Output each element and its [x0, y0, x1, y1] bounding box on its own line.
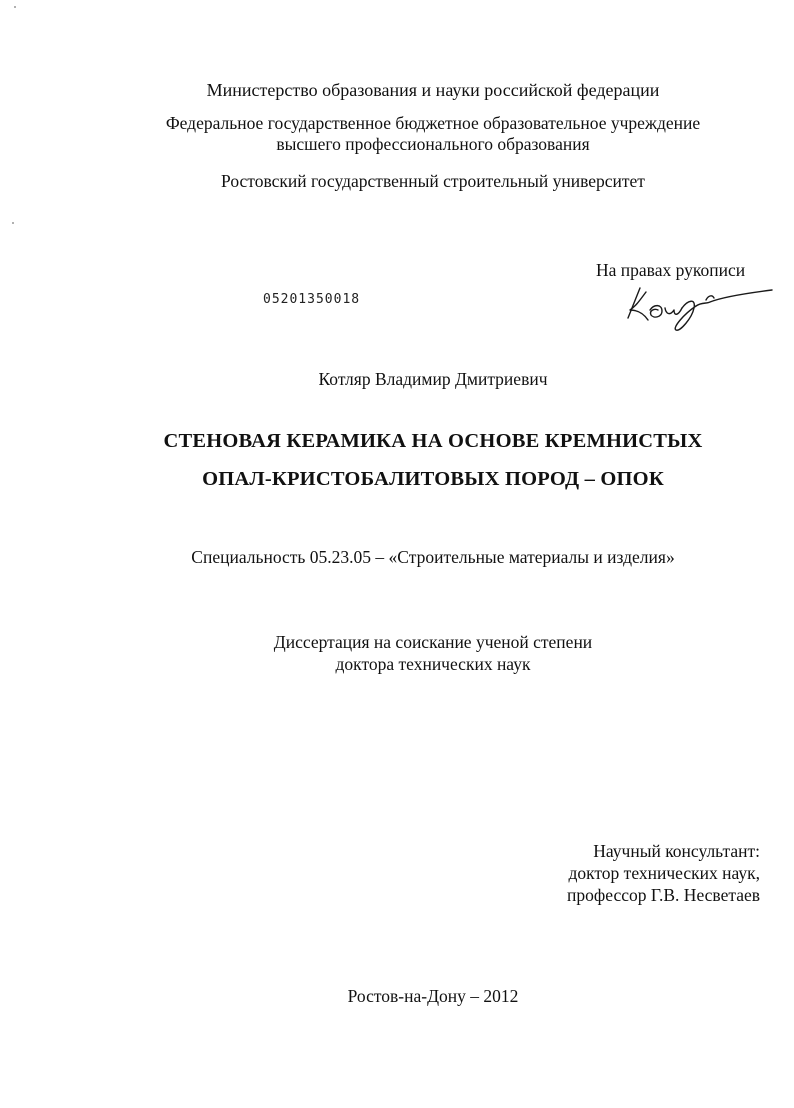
consultant-label: Научный консультант:	[593, 841, 760, 861]
consultant-name: профессор Г.В. Несветаев	[567, 885, 760, 905]
university-name: Ростовский государственный строительный университет	[221, 171, 645, 191]
city-year: Ростов-на-Дону – 2012	[347, 986, 519, 1006]
title-line-1: СТЕНОВАЯ КЕРАМИКА НА ОСНОВЕ КРЕМНИСТЫХ	[163, 430, 703, 452]
rights-note: На правах рукописи	[596, 260, 746, 280]
scan-speck	[14, 6, 16, 8]
handwritten-signature	[610, 270, 780, 340]
institution-line-1: Федеральное государственное бюджетное образовательное учреждение	[165, 113, 701, 133]
author-name: Котляр Владимир Дмитриевич	[318, 369, 548, 389]
institution-line-2: высшего профессионального образования	[276, 134, 590, 154]
specialty: Специальность 05.23.05 – «Строительные материалы и изделия»	[191, 547, 675, 567]
consultant-degree: доктор технических наук,	[568, 863, 760, 883]
ministry-heading: Министерство образования и науки российской федерации	[206, 80, 660, 100]
document-code: 05201350018	[263, 292, 361, 307]
dissertation-line-2: доктора технических наук	[335, 654, 531, 674]
dissertation-line-1: Диссертация на соискание ученой степени	[273, 632, 593, 652]
title-line-2: ОПАЛ-КРИСТОБАЛИТОВЫХ ПОРОД – ОПОК	[202, 468, 664, 490]
scan-speck	[12, 222, 14, 224]
